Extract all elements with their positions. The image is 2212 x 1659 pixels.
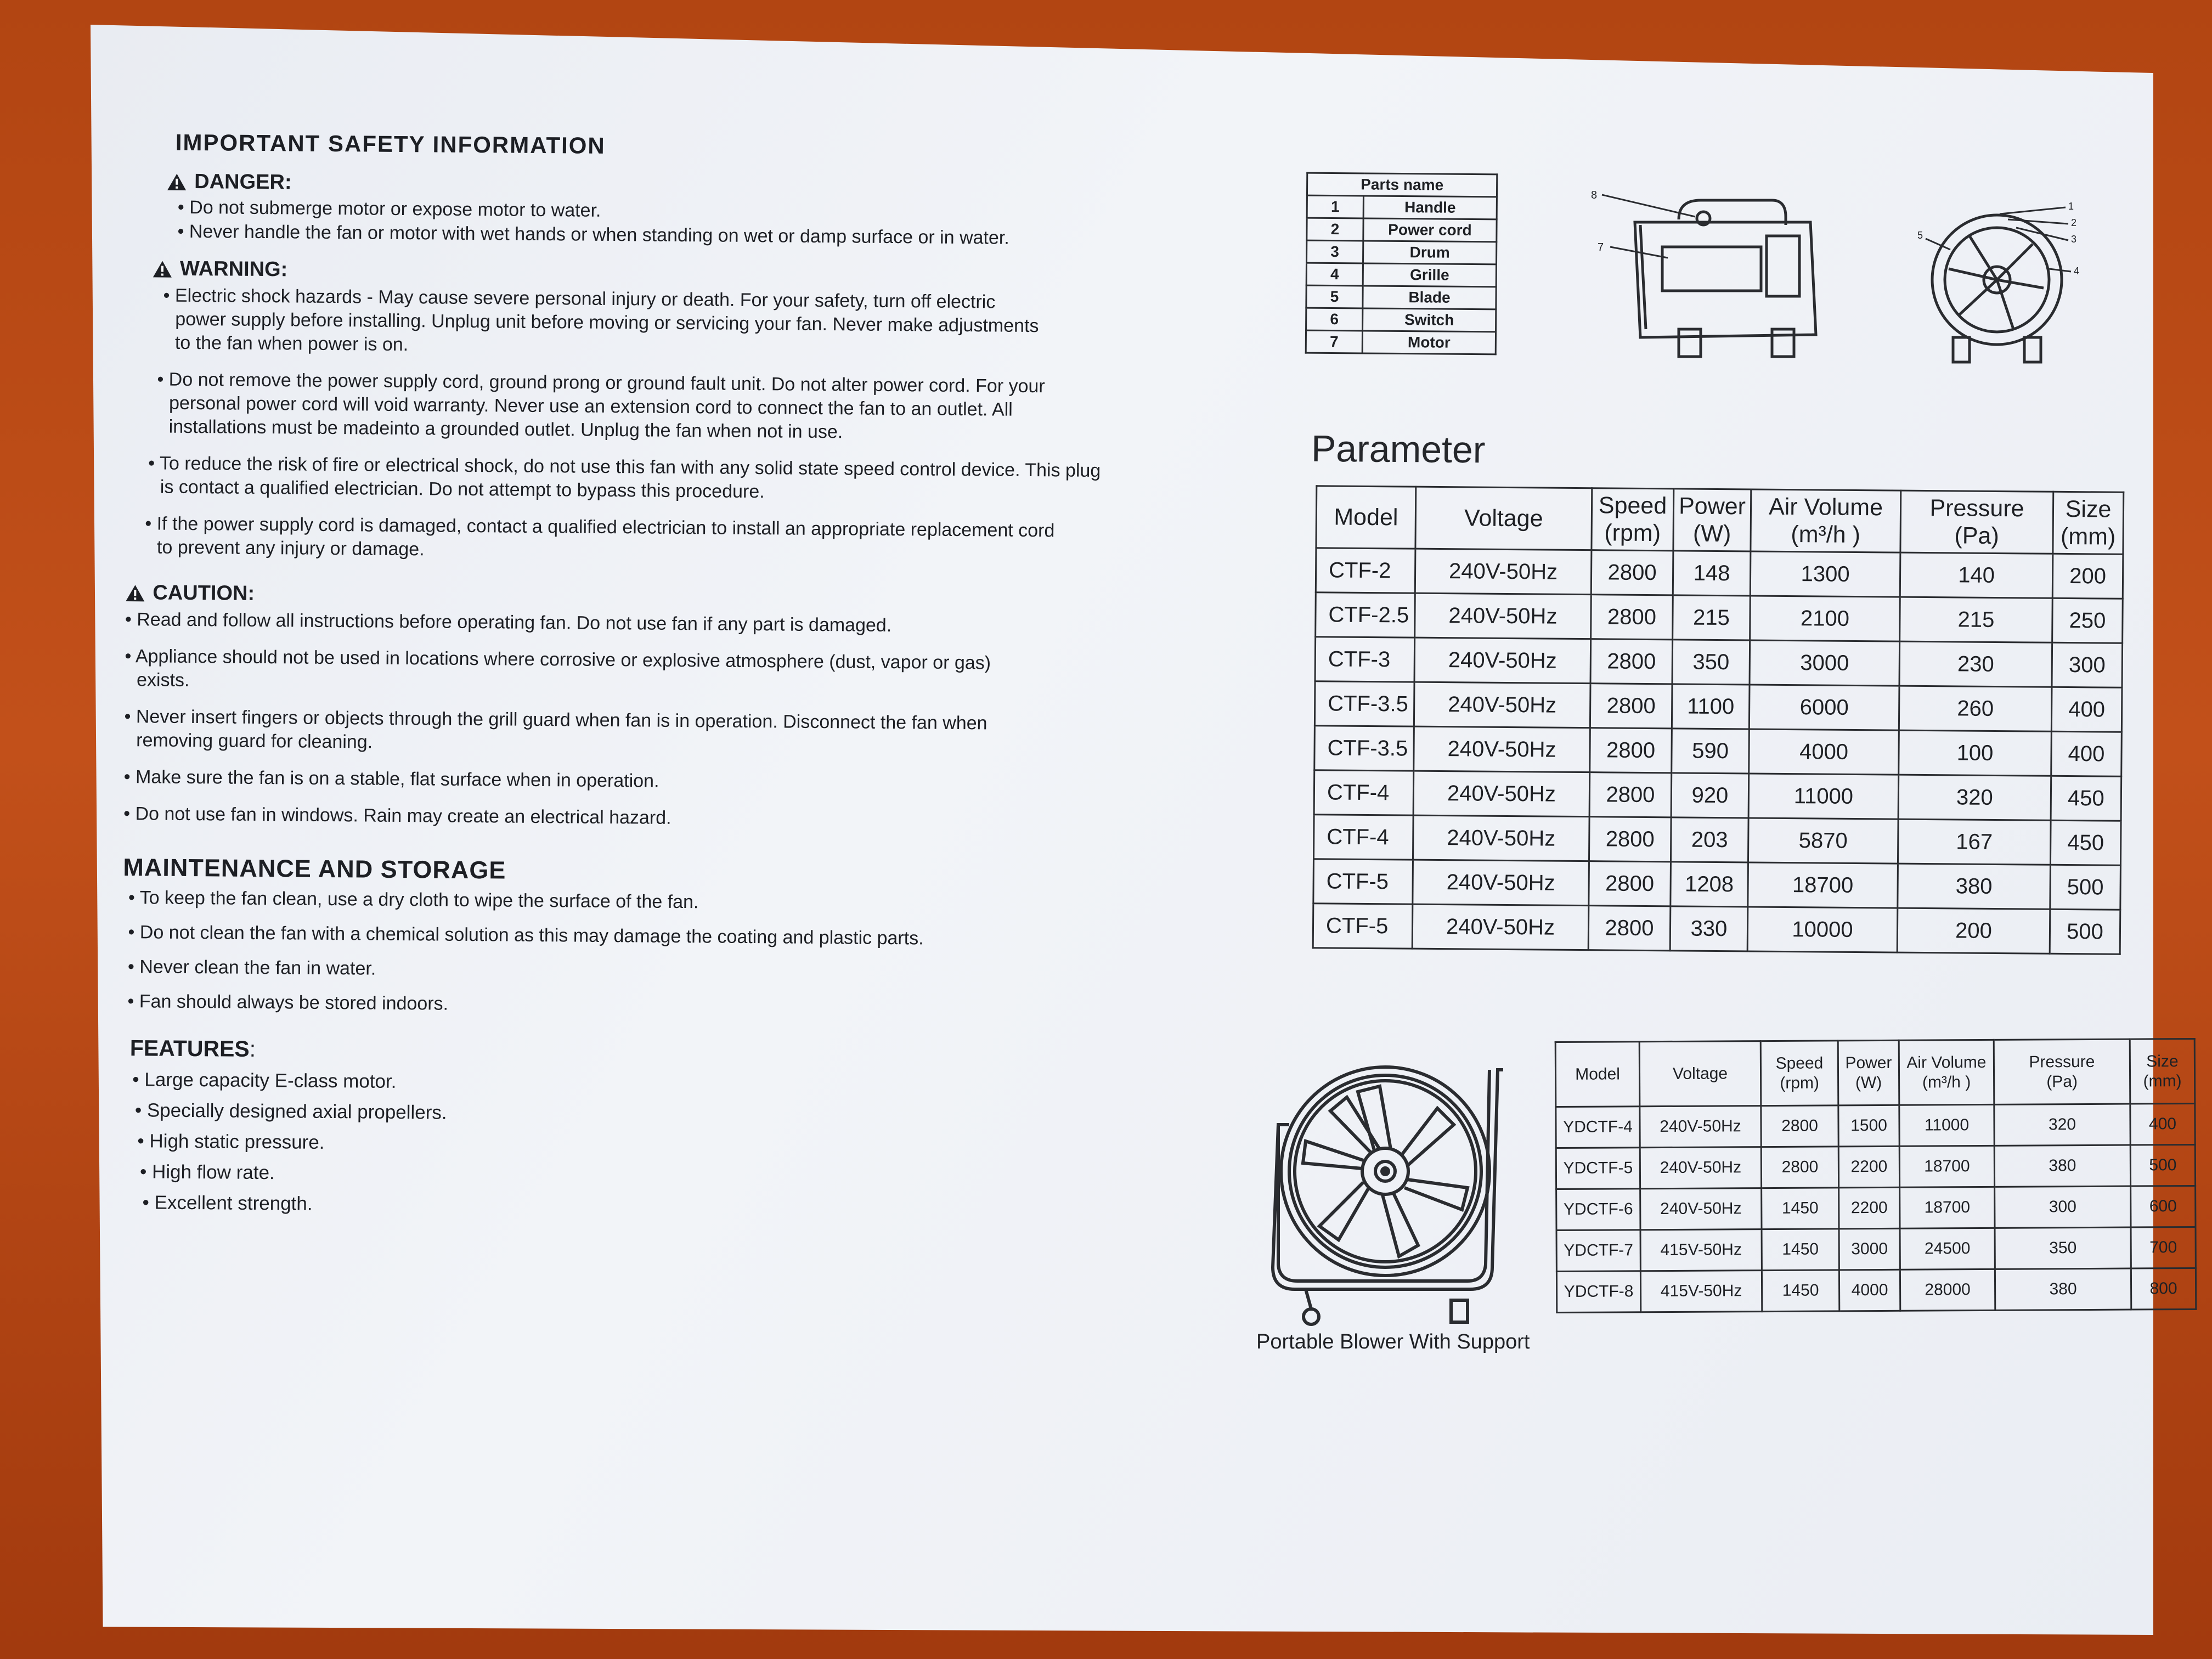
table-cell: 600: [2131, 1186, 2196, 1227]
table-cell: 380: [1898, 864, 2051, 909]
warning-triangle-icon: [125, 584, 145, 602]
safety-column: [115, 129, 1166, 1226]
table-cell: 350: [1672, 640, 1750, 685]
table-cell: CTF-5: [1313, 904, 1413, 949]
maintenance-heading: MAINTENANCE AND STORAGE: [123, 853, 506, 884]
table-cell: CTF-4: [1313, 815, 1413, 860]
table-cell: 2800: [1589, 772, 1672, 817]
table-cell: 240V-50Hz: [1414, 726, 1590, 772]
table-cell: YDCTF-5: [1556, 1148, 1640, 1189]
caution-item: • Read and follow all instructions before operating fan. Do not use fan if any part is damaged.: [125, 609, 892, 636]
part-number: 1: [1307, 195, 1363, 218]
warning-triangle-icon: [167, 173, 187, 190]
parameter-title: Parameter: [1311, 427, 1486, 471]
table-cell: 240V-50Hz: [1413, 860, 1589, 906]
table-row: [1556, 1103, 2195, 1148]
column-header: Model: [1555, 1042, 1640, 1107]
maintenance-item: • Fan should always be stored indoors.: [127, 991, 449, 1014]
table-cell: 148: [1673, 551, 1751, 596]
caution-heading-text: CAUTION:: [153, 581, 255, 605]
table-row: [1307, 173, 1497, 197]
table-cell: 450: [2051, 776, 2121, 821]
table-cell: CTF-4: [1314, 770, 1414, 815]
column-header: Voltage: [1639, 1041, 1761, 1107]
part-name: Switch: [1363, 308, 1496, 332]
table-cell: 2200: [1839, 1187, 1900, 1229]
caution-item: • Never insert fingers or objects through the grill guard when fan is in operation. Disconnect the fan when removing guard for cleaning.: [124, 706, 988, 753]
table-cell: 2800: [1761, 1147, 1838, 1188]
table-cell: 500: [2050, 865, 2121, 910]
table-cell: 2800: [1590, 639, 1673, 684]
table-cell: CTF-2: [1316, 548, 1415, 593]
part-number: 7: [1306, 330, 1362, 353]
table-cell: 2800: [1590, 728, 1672, 773]
warning-heading-text: WARNING:: [179, 257, 288, 281]
table-cell: 3000: [1839, 1228, 1900, 1270]
danger-heading-text: DANGER:: [194, 170, 292, 194]
diagram-label: 4: [2074, 266, 2080, 276]
table-cell: 330: [1670, 906, 1748, 951]
table-row: [1314, 681, 2122, 732]
table-cell: 700: [2131, 1227, 2196, 1268]
table-cell: CTF-5: [1313, 859, 1413, 904]
diagram-label: 2: [2071, 217, 2077, 228]
table-row: [1307, 240, 1497, 264]
table-cell: YDCTF-8: [1556, 1271, 1640, 1313]
table-cell: 2800: [1588, 906, 1671, 951]
table-cell: 200: [2052, 554, 2123, 599]
caution-item: • Appliance should not be used in locations where corrosive or explosive atmosphere (dust, vapor or gas) exists.: [125, 646, 991, 691]
table-cell: CTF-2.5: [1316, 592, 1415, 637]
table-cell: 215: [1900, 597, 2053, 642]
table-cell: 450: [2050, 820, 2121, 865]
part-number: 2: [1307, 218, 1363, 241]
table-row: [1556, 1144, 2195, 1189]
table-cell: 800: [2131, 1268, 2196, 1310]
warning-item: • Electric shock hazards - May cause severe personal injury or death. For your safety, turn off electric power supply before installing. Unplug unit before moving or servicing your fan. Never make adjustments to the fan when power is on.: [163, 285, 1039, 356]
table-cell: 240V-50Hz: [1414, 637, 1591, 684]
column-header: Voltage: [1415, 487, 1592, 550]
warning-triangle-icon: [153, 260, 172, 278]
diagram-label: 3: [2071, 234, 2077, 245]
table-cell: 240V-50Hz: [1414, 682, 1590, 728]
table-cell: 2800: [1589, 817, 1671, 862]
feature-item: • Large capacity E-class motor.: [132, 1069, 397, 1092]
table-cell: 2800: [1591, 550, 1673, 595]
maintenance-item: • Never clean the fan in water.: [127, 956, 376, 979]
table-cell: 260: [1899, 686, 2052, 731]
table-cell: 2800: [1589, 861, 1671, 906]
part-number: 6: [1306, 308, 1363, 331]
safety-title: IMPORTANT SAFETY INFORMATION: [175, 129, 606, 159]
column-header: Speed (rpm): [1592, 488, 1674, 551]
table-cell: 4000: [1839, 1269, 1900, 1311]
table-row: [1316, 548, 2123, 599]
table-row: [1556, 1268, 2196, 1312]
table-cell: 2100: [1750, 596, 1900, 641]
parameter-table: [1312, 485, 2125, 955]
table-cell: 4000: [1749, 729, 1899, 775]
diagram-label: 1: [2068, 201, 2074, 212]
column-header: Model: [1316, 486, 1416, 549]
table-row: [1314, 726, 2122, 777]
table-cell: YDCTF-7: [1556, 1230, 1640, 1272]
table-cell: 400: [2051, 731, 2122, 776]
table-cell: 1100: [1672, 684, 1750, 729]
table-cell: CTF-3.5: [1314, 681, 1414, 726]
feature-item: • Specially designed axial propellers.: [134, 1099, 447, 1124]
maintenance-item: • Do not clean the fan with a chemical solution as this may damage the coating and plastic parts.: [128, 922, 924, 949]
table-cell: 240V-50Hz: [1640, 1188, 1762, 1230]
table-cell: 2800: [1591, 595, 1673, 640]
table-cell: 1208: [1671, 862, 1748, 907]
table-cell: 380: [1994, 1145, 2130, 1187]
table-row: [1316, 592, 2123, 644]
diagram-label: 5: [1917, 230, 1923, 241]
table-cell: 1300: [1750, 551, 1900, 597]
fan-front-view-diagram: [1909, 198, 2096, 373]
warning-item: • To reduce the risk of fire or electrical shock, do not use this fan with any solid state speed control device. This plug is contact a qualified electrician. Do not attempt to bypass this procedure.: [148, 453, 1101, 503]
table-cell: 350: [1995, 1227, 2131, 1269]
table-row: [1306, 308, 1496, 332]
part-name: Handle: [1363, 196, 1497, 219]
table-cell: 250: [2052, 598, 2123, 643]
maintenance-item: • To keep the fan clean, use a dry cloth to wipe the surface of the fan.: [128, 887, 699, 913]
column-header: Pressure (Pa): [1900, 490, 2053, 554]
table-cell: 10000: [1747, 907, 1898, 952]
table-cell: 240V-50Hz: [1640, 1147, 1761, 1189]
table-cell: 415V-50Hz: [1640, 1271, 1762, 1312]
table-header-row: [1316, 486, 2124, 555]
features-heading: [130, 1035, 1159, 1069]
features-colon: :: [249, 1036, 256, 1062]
warning-item: • If the power supply cord is damaged, contact a qualified electrician to install an appropriate replacement cord to prevent any injury or damage.: [145, 513, 1055, 560]
table-cell: 240V-50Hz: [1415, 549, 1592, 595]
table-cell: YDCTF-6: [1556, 1189, 1640, 1231]
ydctf-table: [1555, 1038, 2197, 1313]
table-cell: 203: [1671, 817, 1748, 862]
table-cell: YDCTF-4: [1556, 1107, 1640, 1148]
feature-item: • High flow rate.: [139, 1161, 275, 1184]
table-cell: 18700: [1899, 1146, 1994, 1187]
column-header: Power (W): [1673, 489, 1751, 551]
part-name: Blade: [1363, 286, 1496, 309]
part-number: 4: [1306, 263, 1363, 286]
table-cell: 6000: [1749, 685, 1899, 730]
danger-item: • Never handle the fan or motor with wet hands or when standing on wet or damp surface or in water.: [177, 221, 1009, 249]
diagram-label: 8: [1591, 189, 1598, 201]
table-cell: 200: [1897, 908, 2050, 953]
table-cell: 320: [1898, 775, 2051, 820]
table-cell: 24500: [1900, 1228, 1995, 1269]
column-header: Air Volume (m³/h ): [1899, 1040, 1994, 1105]
table-cell: 415V-50Hz: [1640, 1229, 1762, 1271]
table-cell: 11000: [1899, 1104, 1994, 1146]
part-name: Motor: [1362, 331, 1496, 354]
table-cell: 500: [2050, 909, 2120, 954]
part-name: Grille: [1363, 263, 1496, 287]
table-cell: 380: [1995, 1268, 2131, 1310]
table-row: [1306, 263, 1496, 287]
table-cell: 240V-50Hz: [1415, 593, 1592, 639]
parts-table: [1305, 172, 1498, 356]
part-name: Drum: [1363, 241, 1497, 264]
caution-item: • Make sure the fan is on a stable, flat surface when in operation.: [123, 766, 659, 792]
danger-heading: [167, 170, 1165, 201]
table-cell: 167: [1898, 819, 2051, 865]
table-cell: 240V-50Hz: [1413, 771, 1590, 817]
table-cell: 240V-50Hz: [1412, 904, 1589, 950]
table-row: [1314, 770, 2121, 821]
feature-item: • High static pressure.: [137, 1130, 325, 1153]
caution-item: • Do not use fan in windows. Rain may create an electrical hazard.: [123, 803, 672, 828]
table-cell: 2800: [1590, 684, 1672, 729]
table-cell: 1500: [1838, 1105, 1899, 1147]
table-row: [1313, 859, 2121, 910]
portable-blower-diagram: [1256, 1048, 1520, 1333]
table-cell: CTF-3.5: [1314, 726, 1414, 771]
part-number: 5: [1306, 285, 1363, 308]
fan-side-view-diagram: [1591, 176, 1832, 362]
table-cell: 18700: [1748, 862, 1898, 908]
table-header-row: [1555, 1039, 2195, 1107]
table-row: [1556, 1186, 2196, 1230]
features-heading-text: FEATURES: [129, 1035, 250, 1062]
table-cell: 215: [1673, 595, 1751, 640]
table-cell: 240V-50Hz: [1640, 1106, 1761, 1148]
table-cell: 1450: [1762, 1270, 1839, 1312]
table-cell: 2200: [1838, 1146, 1899, 1188]
table-cell: 300: [2052, 642, 2123, 687]
table-row: [1306, 330, 1496, 354]
table-cell: 18700: [1900, 1187, 1995, 1228]
table-cell: 300: [1995, 1186, 2131, 1228]
part-number: 3: [1307, 240, 1363, 263]
table-cell: 140: [1900, 552, 2053, 598]
table-row: [1315, 637, 2123, 688]
diagram-label: 7: [1598, 241, 1604, 253]
part-name: Power cord: [1363, 218, 1497, 242]
column-header: Power (W): [1838, 1040, 1899, 1105]
table-cell: 500: [2130, 1144, 2195, 1186]
table-row: [1313, 815, 2121, 866]
blower-caption: Portable Blower With Support: [1256, 1330, 1530, 1353]
danger-item: • Do not submerge motor or expose motor to water.: [177, 196, 601, 221]
table-cell: 3000: [1750, 640, 1900, 686]
table-cell: 590: [1672, 729, 1750, 774]
table-row: [1313, 904, 2120, 955]
table-cell: 320: [1994, 1104, 2130, 1146]
table-cell: 100: [1899, 730, 2052, 776]
column-header: Speed (rpm): [1760, 1041, 1838, 1106]
table-cell: 230: [1899, 641, 2052, 687]
table-row: [1556, 1227, 2196, 1271]
table-cell: 400: [2051, 687, 2122, 732]
column-header: Size (mm): [2053, 492, 2124, 554]
table-cell: 1450: [1762, 1229, 1839, 1271]
table-row: [1306, 285, 1496, 309]
table-row: [1307, 195, 1497, 219]
table-cell: 5870: [1748, 818, 1898, 864]
column-header: Air Volume (m³/h ): [1751, 489, 1901, 552]
column-header: Pressure (Pa): [1994, 1039, 2130, 1104]
warning-heading: [153, 257, 1165, 288]
table-cell: 920: [1671, 773, 1749, 818]
table-cell: 400: [2130, 1103, 2195, 1145]
table-cell: 240V-50Hz: [1413, 815, 1589, 861]
table-cell: 11000: [1748, 774, 1899, 819]
feature-item: • Excellent strength.: [142, 1192, 313, 1215]
table-cell: 28000: [1900, 1269, 1995, 1311]
warning-item: • Do not remove the power supply cord, ground prong or ground fault unit. Do not alter power cord. For your personal power cord will void warranty. Never use an extension cord to connect the fan to an outlet. All installations must be madeinto a grounded outlet. Unplug the fan when not in use.: [157, 369, 1045, 443]
table-cell: 1450: [1762, 1188, 1839, 1229]
table-cell: 2800: [1761, 1105, 1838, 1147]
column-header: Size (mm): [2130, 1039, 2195, 1104]
caution-heading: [125, 581, 1162, 613]
table-cell: CTF-3: [1315, 637, 1415, 682]
table-row: [1307, 218, 1497, 242]
parts-table-header: Parts name: [1307, 173, 1497, 197]
